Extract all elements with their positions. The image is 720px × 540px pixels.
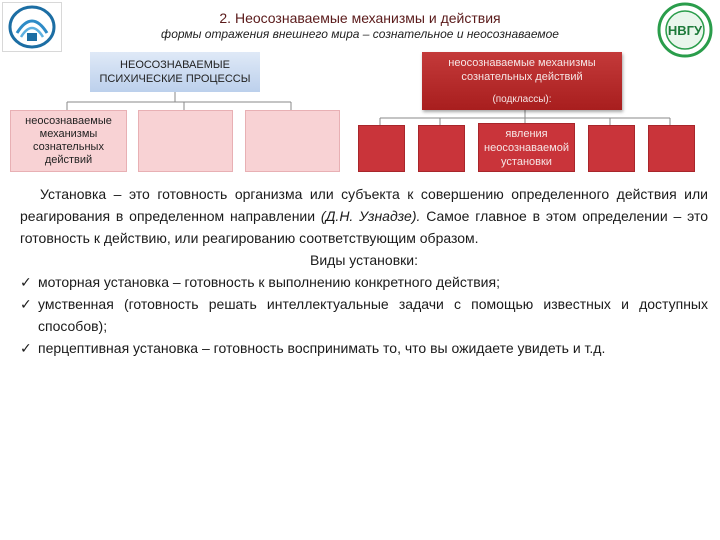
check-icon: ✓ — [20, 340, 32, 356]
right-child-box-4 — [648, 125, 695, 172]
subclasses-label: (подклассы): — [492, 94, 552, 105]
unconscious-processes-box: НЕОСОЗНАВАЕМЫЕ ПСИХИЧЕСКИЕ ПРОЦЕССЫ — [90, 52, 260, 92]
unconscious-mechanisms-label: неосознаваемые механизмы сознательных действий — [448, 57, 596, 83]
type-item-label: моторная установка – готовность к выполнению конкретного действия; — [38, 274, 500, 290]
type-item-label: перцептивная установка – готовность воспринимать то, что вы ожидаете увидеть и т.д. — [38, 340, 606, 356]
left-child-box-1: неосознаваемые механизмы сознательных действий — [10, 110, 127, 172]
slide-body — [20, 183, 708, 359]
unconscious-mechanisms-box — [422, 52, 622, 110]
types-heading: Виды установки: — [310, 252, 418, 268]
definition-rest: Самое главное в этом определении – это готовность к действию, или реагированию соответствующим образом. — [20, 208, 709, 246]
logo-right-text: НВГУ — [667, 23, 703, 38]
slide-title: 2. Неосознаваемые механизмы и действия — [219, 10, 501, 26]
right-child-box-3 — [588, 125, 635, 172]
left-child-box-2 — [138, 110, 233, 172]
type-item-motor — [20, 271, 708, 293]
definition-paragraph — [20, 183, 708, 249]
definition-author: (Д.Н. Узнадзе). — [320, 208, 421, 224]
right-child-box-2 — [418, 125, 465, 172]
right-child-box-1 — [358, 125, 405, 172]
type-item-label: умственная (готовность решать интеллектуальные задачи с помощью известных и доступных способов); — [38, 296, 708, 334]
check-icon: ✓ — [20, 296, 32, 312]
slide-subtitle: формы отражения внешнего мира – сознательное и неосознаваемое — [161, 27, 559, 41]
definition-main: Установка – это готовность организма или субъекта к совершению определенного действия или реагирования в определенном направлении — [20, 186, 708, 224]
unconscious-set-box: явления неосознаваемой установки — [478, 123, 575, 172]
type-item-perceptual — [20, 337, 708, 359]
left-child-box-3 — [245, 110, 340, 172]
type-item-mental — [20, 293, 708, 337]
check-icon: ✓ — [20, 274, 32, 290]
